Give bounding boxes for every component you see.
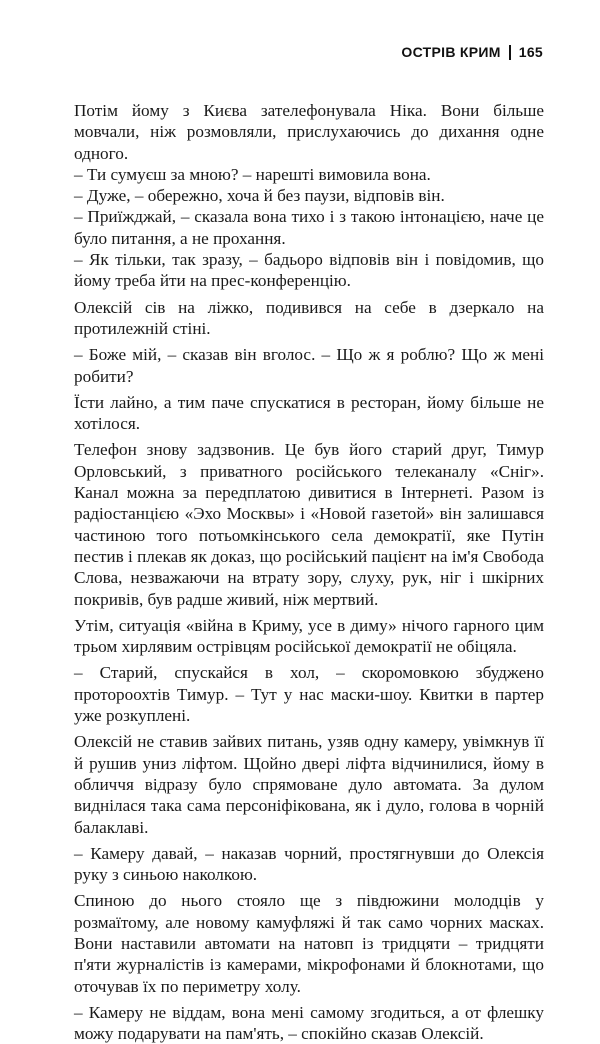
paragraph: – Камеру давай, – наказав чорний, простягнувши до Олексія руку з синьою наколкою.	[74, 843, 544, 885]
paragraph: – Камеру не віддам, вона мені самому згодиться, а от флешку можу подарувати на пам'ять, – спокійно сказав Олексій.	[74, 1002, 544, 1044]
paragraph: – Приїжджай, – сказала вона тихо і з такою інтонацією, наче це було питання, а не прохання.	[74, 207, 544, 248]
page-number: 165	[518, 44, 543, 60]
paragraph: Спиною до нього стояло ще з півдюжини молодців у розмаїтому, але новому камуфляжі й так само чорних масках. Вони наставили автомати на натовп із тридцяти – тридцяти п'яти журналістів із камерами, мікрофонами й блокнотами, що оточував їх по периметру холу.	[74, 891, 544, 996]
paragraph: – Боже мій, – сказав він вголос. – Що ж я роблю? Що ж мені робити?	[74, 345, 544, 386]
paragraph: – Дуже, – обережно, хоча й без паузи, відповів він.	[74, 186, 445, 206]
paragraph: Потім йому з Києва зателефонувала Ніка. Вони більше мовчали, ніж розмовляли, прислухаючись до дихання одне одного.	[74, 101, 544, 163]
paragraph: – Ти сумуєш за мною? – нарешті вимовила вона.	[74, 164, 431, 184]
paragraph: – Як тільки, так зразу, – бадьоро відповів він і повідомив, що йому треба йти на прес-конференцію.	[74, 250, 544, 291]
paragraph: Олексій не ставив зайвих питань, узяв одну камеру, увімкнув її й рушив униз ліфтом. Щойно двері ліфта відчинилися, йому в обличчя відразу було спрямоване дуло автомата. За дулом виднілася така сама персоніфікована, як і дуло, голова в чорній балаклаві.	[74, 732, 544, 837]
running-head	[401, 44, 543, 60]
paragraph: Телефон знову задзвонив. Це був його старий друг, Тимур Орловський, з приватного російського телеканалу «Сніг». Канал можна за передплатою дивитися в Інтернеті. Разом із радіостанцією «Эхо Москвы» і «Новой газетой» він залишався частиною того потьомкінського села демократії, яке Путін пестив і плекав як доказ, що російський пацієнт на ім'я Свобода Слова, незважаючи на втрату зору, слуху, рук, ніг і шкірних покривів, був радше живий, ніж мертвий.	[74, 440, 544, 609]
paragraph: – Старий, спускайся в хол, – скоромовкою збуджено протороохтів Тимур. – Тут у нас маски-шоу. Квитки в партер уже розкуплені.	[74, 663, 544, 726]
header-separator	[509, 45, 511, 60]
paragraph: Їсти лайно, а тим паче спускатися в ресторан, йому більше не хотілося.	[74, 392, 544, 434]
body-text	[74, 100, 544, 1044]
paragraph: Утім, ситуація «війна в Криму, усе в диму» нічого гарного цим трьом хирлявим острівцям російської демократії не обіцяла.	[74, 615, 544, 657]
book-title: ОСТРІВ КРИМ	[401, 44, 501, 60]
paragraph: Олексій сів на ліжко, подивився на себе в дзеркало на протилежній стіні.	[74, 297, 544, 338]
